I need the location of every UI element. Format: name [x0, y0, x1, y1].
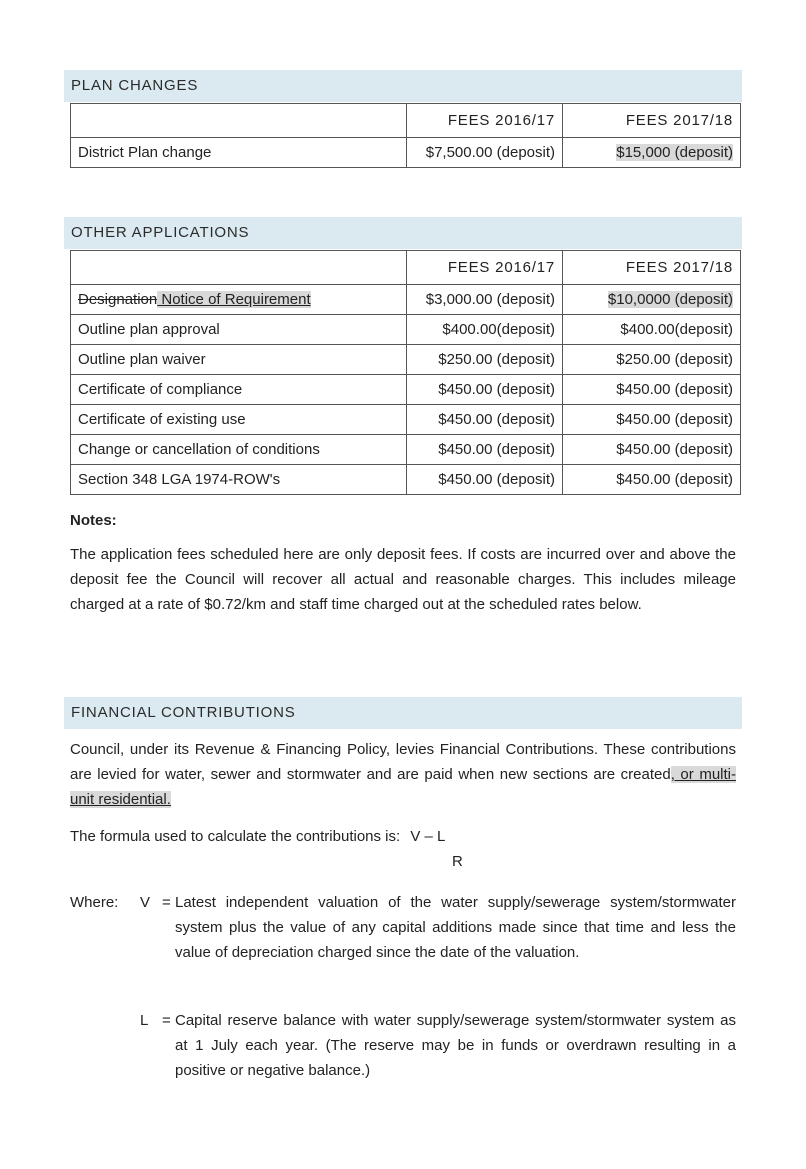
table-header-row: [71, 251, 741, 285]
table-row: [71, 285, 741, 315]
definition-variable-v: V: [140, 894, 151, 911]
row-label: Change or cancellation of conditions: [71, 435, 407, 465]
table-row: [71, 315, 741, 345]
financial-contributions-heading: FINANCIAL CONTRIBUTIONS: [64, 697, 742, 729]
formula-label: The formula used to calculate the contributions is:: [70, 828, 401, 845]
fee-2016: $7,500.00 (deposit): [407, 138, 563, 168]
row-label: Certificate of compliance: [71, 375, 407, 405]
fee-2016: $450.00 (deposit): [407, 405, 563, 435]
intro-inserted-text: , or multi-unit residential.: [70, 766, 737, 808]
table-row: [71, 375, 741, 405]
other-applications-table: [70, 250, 741, 495]
other-applications-heading: OTHER APPLICATIONS: [64, 217, 742, 249]
fee-2017: [563, 285, 741, 315]
row-label: [71, 285, 407, 315]
formula-denominator: R: [452, 853, 463, 870]
formula-line: [70, 828, 445, 845]
fee-2017-highlighted: $15,000 (deposit): [616, 144, 733, 161]
intro-text: Council, under its Revenue & Financing Policy, levies Financial Contributions. These contributions are levied for water, sewer and stormwater and are paid when new sections are created: [70, 741, 736, 783]
row-label: Certificate of existing use: [71, 405, 407, 435]
fee-2017: $400.00(deposit): [563, 315, 741, 345]
fee-2016: $450.00 (deposit): [407, 375, 563, 405]
header-fees-2017: FEES 2017/18: [563, 251, 741, 285]
header-fees-2016: FEES 2016/17: [407, 251, 563, 285]
fee-2017: $450.00 (deposit): [563, 405, 741, 435]
fee-2016: $400.00(deposit): [407, 315, 563, 345]
header-fees-2016: FEES 2016/17: [407, 104, 563, 138]
fee-2016: $450.00 (deposit): [407, 465, 563, 495]
plan-changes-table: [70, 103, 741, 168]
fee-2017: $450.00 (deposit): [563, 375, 741, 405]
table-row: [71, 138, 741, 168]
row-label: Section 348 LGA 1974-ROW's: [71, 465, 407, 495]
notes-heading: Notes:: [70, 512, 117, 529]
fee-2016: $250.00 (deposit): [407, 345, 563, 375]
table-row: [71, 345, 741, 375]
header-fees-2017: FEES 2017/18: [563, 104, 741, 138]
table-row: [71, 465, 741, 495]
definition-variable-l: L: [140, 1012, 149, 1029]
table-header-row: [71, 104, 741, 138]
struck-label: Designation: [78, 291, 158, 308]
fee-2016: $450.00 (deposit): [407, 435, 563, 465]
definition-equals-v: =: [162, 894, 171, 911]
formula-numerator: V – L: [410, 828, 446, 845]
definition-text-v: Latest independent valuation of the water supply/sewerage system/stormwater system plus the value of any capital additions made since that time and less the value of depreciation charged since the date of the valuation.: [175, 894, 736, 961]
definition-text-l: Capital reserve balance with water supply/sewerage system/stormwater system as at 1 July each year. (The reserve may be in funds or overdrawn resulting in a positive or negative balance.): [175, 1012, 736, 1079]
row-label: Outline plan waiver: [71, 345, 407, 375]
row-label: District Plan change: [71, 138, 407, 168]
financial-contributions-intro: [70, 737, 736, 812]
table-row: [71, 405, 741, 435]
table-row: [71, 435, 741, 465]
fee-2017: $450.00 (deposit): [563, 435, 741, 465]
fee-2017-highlighted: $10,0000 (deposit): [607, 291, 733, 308]
inserted-label: Notice of Requirement: [157, 291, 311, 308]
fee-2017: $250.00 (deposit): [563, 345, 741, 375]
fee-2017: $450.00 (deposit): [563, 465, 741, 495]
row-label: Outline plan approval: [71, 315, 407, 345]
fee-2017: [563, 138, 741, 168]
header-cell-blank: [71, 251, 407, 285]
header-cell-blank: [71, 104, 407, 138]
fee-2016: $3,000.00 (deposit): [407, 285, 563, 315]
plan-changes-heading: PLAN CHANGES: [64, 70, 742, 102]
notes-paragraph: The application fees scheduled here are only deposit fees. If costs are incurred over and above the deposit fee the Council will recover all actual and reasonable charges. This includes mileage charged at a rate of $0.72/km and staff time charged out at the scheduled rates below.: [70, 546, 736, 613]
where-label: Where:: [70, 894, 119, 911]
definition-equals-l: =: [162, 1012, 171, 1029]
